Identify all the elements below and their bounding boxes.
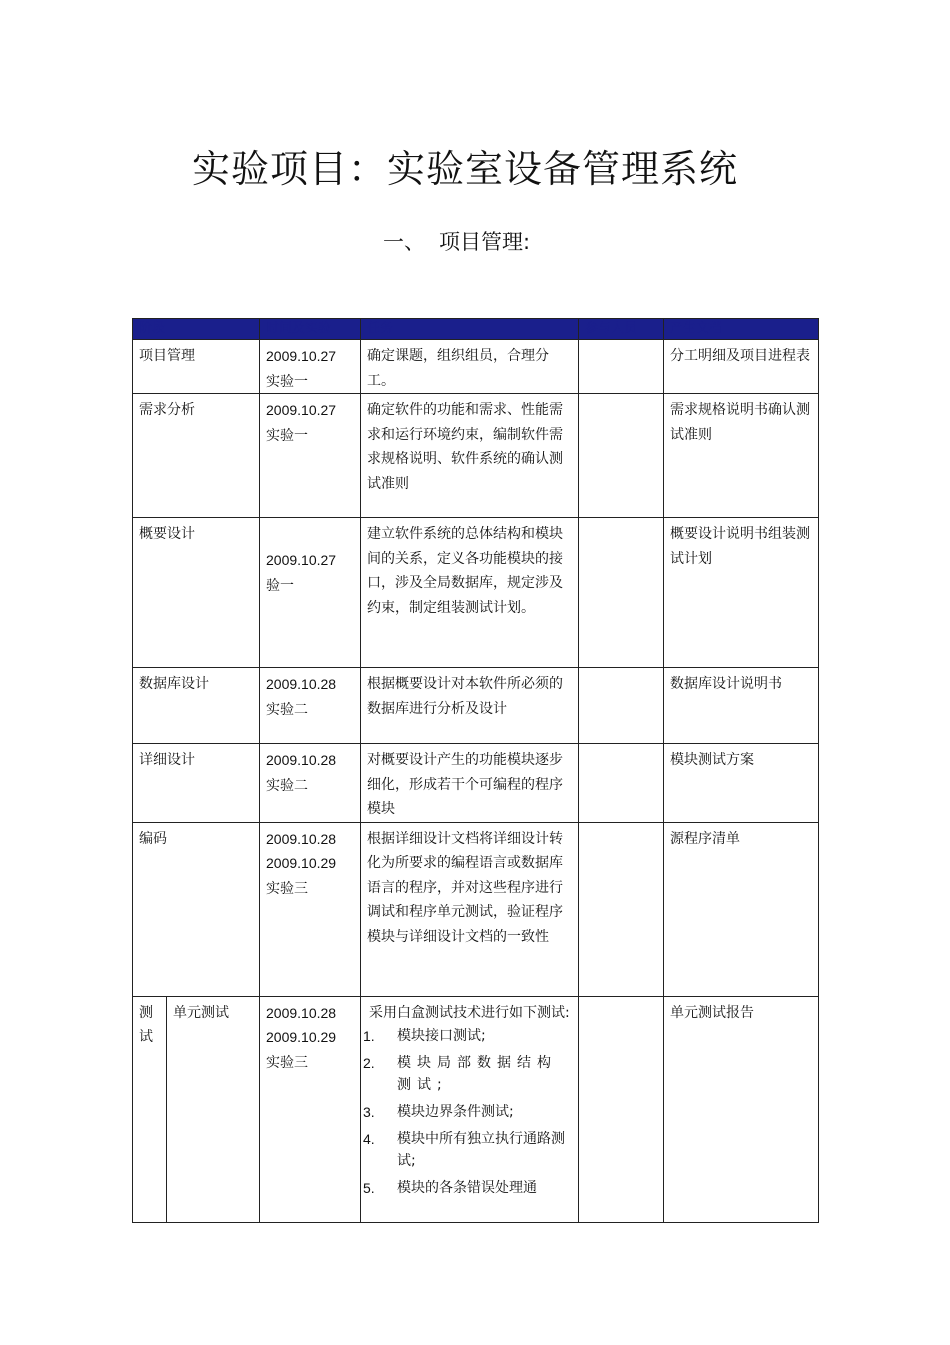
stage-cell: 编码 [133,822,260,996]
document-title: 实验项目：实验室设备管理系统 [191,147,738,191]
header-date: 时间及实验 [260,319,361,340]
date-cell [260,668,361,744]
stage-cell: 概要设计 [133,518,260,668]
document-cell: 数据库设计说明书 [664,668,819,744]
experiment-text: 实验三 [266,1053,309,1070]
date-cell [260,518,361,668]
people-cell [579,340,664,394]
step-number: 5. [363,1179,375,1196]
task-cell: 确定软件的功能和需求、性能需求和运行环境约束，编制软件需求规格说明、软件系统的确认测试准则 [361,394,579,518]
list-item [363,1177,570,1199]
experiment-text: 实验三 [266,879,309,896]
date-text: 2009.10.27 [266,402,337,418]
task-cell: 建立软件系统的总体结构和模块间的关系，定义各功能模块的接口，涉及全局数据库，规定涉及约束，制定组装测试计划。 [361,518,579,668]
stage-cell: 项目管理 [133,340,260,394]
experiment-text: 实验二 [266,776,309,793]
section-label: 项目管理: [439,230,531,254]
document-cell: 分工明细及项目进程表 [664,340,819,394]
task-cell: 根据详细设计文档将详细设计转化为所要求的编程语言或数据库语言的程序，并对这些程序进行调试和程序单元测试，验证程序模块与详细设计文档的一致性 [361,822,579,996]
header-task: 任务 [361,319,579,340]
task-cell: 根据概要设计对本软件所必须的数据库进行分析及设计 [361,668,579,744]
document-cell: 模块测试方案 [664,744,819,823]
date-text: 2009.10.29 [266,855,337,871]
header-stage: 阶段 [133,319,260,340]
task-cell [361,996,579,1222]
people-cell [579,996,664,1222]
list-item [363,1101,570,1123]
document-cell: 单元测试报告 [664,996,819,1222]
table-row [133,822,819,996]
stage-cell: 测试 [133,996,167,1222]
section-number: 一、 [383,230,425,254]
list-item [363,1025,570,1047]
test-steps-list [363,1025,570,1199]
date-text: 2009.10.29 [266,1029,337,1045]
step-number: 2. [363,1054,375,1071]
table-row [133,744,819,823]
date-cell [260,744,361,823]
task-cell: 对概要设计产生的功能模块逐步细化，形成若干个可编程的程序模块 [361,744,579,823]
table-header-row [133,319,819,340]
experiment-text: 实验一 [266,426,309,443]
substage-cell: 单元测试 [167,996,260,1222]
date-text: 2009.10.28 [266,676,337,692]
section-heading [383,226,530,256]
document-cell: 概要设计说明书组装测试计划 [664,518,819,668]
date-text: 2009.10.28 [266,752,337,768]
people-cell [579,744,664,823]
header-people: 参与人员 [579,319,664,340]
spacer [266,522,354,548]
table-row [133,394,819,518]
header-document: 产生文档 [664,319,819,340]
people-cell [579,394,664,518]
date-cell [260,340,361,394]
date-text: 2009.10.27 [266,552,337,568]
task-intro: 采用白盒测试技术进行如下测试: [369,1004,570,1021]
date-text: 2009.10.27 [266,348,337,364]
list-item [363,1128,570,1172]
experiment-text: 实验一 [266,372,309,389]
date-text: 2009.10.28 [266,1004,337,1021]
table-row [133,518,819,668]
people-cell [579,822,664,996]
date-text: 2009.10.28 [266,830,337,847]
table-row-testing [133,996,819,1222]
table-row [133,340,819,394]
date-cell [260,394,361,518]
step-text: 模块局部数据结构测试; [397,1054,558,1093]
step-number: 3. [363,1103,375,1120]
step-number: 4. [363,1130,375,1147]
experiment-text: 验一 [266,576,295,593]
date-cell [260,822,361,996]
table-row [133,668,819,744]
experiment-text: 实验二 [266,700,309,717]
project-plan-table [132,318,819,1223]
step-text: 模块接口测试; [397,1027,486,1044]
date-cell [260,996,361,1222]
stage-cell: 需求分析 [133,394,260,518]
step-text: 模块边界条件测试; [397,1103,514,1120]
step-number: 1. [363,1027,375,1044]
task-cell: 确定课题，组织组员，合理分工。 [361,340,579,394]
people-cell [579,668,664,744]
step-text: 模块的各条错误处理通 [397,1179,538,1196]
stage-cell: 详细设计 [133,744,260,823]
document-cell: 源程序清单 [664,822,819,996]
people-cell [579,518,664,668]
document-cell: 需求规格说明书确认测试准则 [664,394,819,518]
step-text: 模块中所有独立执行通路测试; [397,1130,566,1169]
stage-cell: 数据库设计 [133,668,260,744]
list-item [363,1052,570,1096]
